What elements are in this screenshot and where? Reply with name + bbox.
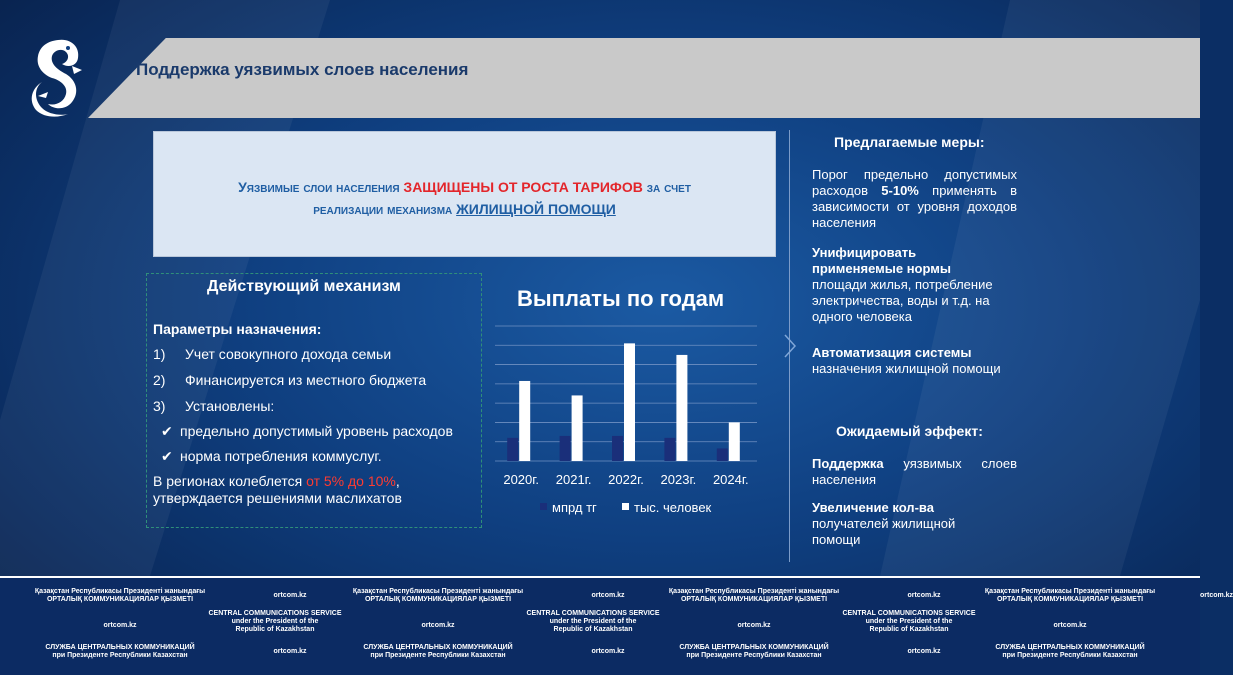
item-1-text: Учет совокупного дохода семьи bbox=[185, 346, 392, 362]
footer: Қазақстан Республикасы Президенті жанындағы ОРТАЛЫҚ КОММУНИКАЦИЯЛАР ҚЫЗМЕТІ ortcom.kz ortcom.kz CENTRAL COMMUNICATIONS SERVICE under the President of the Republic of Kazakhstan СЛУЖБА ЦЕНТРАЛЬНЫХ КОММУНИКАЦИЙ при Президенте Республики Казахстан ortcom.kz Қазақстан Республикасы Президенті жанындағы ОРТАЛЫҚ КОММУНИКАЦИЯЛАР ҚЫЗМЕТІ ortcom.kz ortcom.kz CENTRAL COMMUNICATIONS SERVICE under the President of the Republic of Kazakhstan СЛУЖБА ЦЕНТРАЛЬНЫХ КОММУНИКАЦИЙ при Президенте Республики Казахстан ortcom.kz Қазақстан Республикасы Президенті жанындағы ОРТАЛЫҚ КОММУНИКАЦИЯЛАР ҚЫЗМЕТІ ortcom.kz ortcom.kz CENTRAL COMMUNICATIONS SERVICE under the President of the Republic of Kazakhstan СЛУЖБА ЦЕНТРАЛЬНЫХ КОММУНИКАЦИЙ при Президенте Республики Казахстан ortcom.kz Қазақстан Республикасы Президенті жанындағы ОРТАЛЫҚ КОММУНИКАЦИЯЛАР ҚЫЗМЕТІ ortcom.kz ortcom.kz СЛУЖБА ЦЕНТРАЛЬНЫХ КОММУНИКАЦИЙ при Президенте Республики Казахстан bbox=[0, 576, 1200, 675]
footer-en-line: CENTRAL COMMUNICATIONS SERVICE bbox=[208, 610, 342, 617]
footer-en-line: CENTRAL COMMUNICATIONS SERVICE bbox=[526, 610, 660, 617]
legend-label: мпрд тг bbox=[552, 500, 597, 515]
footer-ru bbox=[338, 644, 538, 660]
params-label: Параметры назначения: bbox=[153, 321, 322, 337]
banner-text bbox=[154, 176, 775, 220]
footer-ru-line: СЛУЖБА ЦЕНТРАЛЬНЫХ КОММУНИКАЦИЙ bbox=[45, 644, 195, 651]
effect-2 bbox=[812, 500, 987, 548]
bar-people-2023г. bbox=[676, 355, 687, 461]
effect-1-bold: Поддержка bbox=[812, 456, 884, 471]
measure-3 bbox=[812, 345, 1022, 377]
legend-swatch bbox=[622, 503, 629, 510]
chevron-right-icon bbox=[783, 333, 797, 359]
footer-kz bbox=[338, 588, 538, 604]
footer-kz-line: ОРТАЛЫҚ КОММУНИКАЦИЯЛАР ҚЫЗМЕТІ bbox=[680, 596, 828, 603]
bar-mln-2023г. bbox=[664, 438, 675, 461]
footer-en-line: under the President of the bbox=[231, 618, 319, 625]
footer-ru-line: СЛУЖБА ЦЕНТРАЛЬНЫХ КОММУНИКАЦИЙ bbox=[363, 644, 513, 651]
footer-site bbox=[884, 592, 964, 600]
banner-part1: Уязвимые слои населения bbox=[238, 179, 404, 195]
banner-link: ЖИЛИЩНОЙ ПОМОЩИ bbox=[456, 201, 616, 217]
footer-kz bbox=[20, 588, 220, 604]
bar-people-2022г. bbox=[624, 343, 635, 461]
footer-ru-line: при Президенте Республики Казахстан bbox=[1002, 652, 1138, 659]
footer-en-line: under the President of the bbox=[865, 618, 953, 625]
footer-site-line: ortcom.kz bbox=[737, 622, 771, 629]
measure-2-bold: Унифицировать применяемые нормы bbox=[812, 245, 951, 276]
footer-ru bbox=[654, 644, 854, 660]
banner-highlight: ЗАЩИЩЕНЫ ОТ РОСТА ТАРИФОВ bbox=[403, 179, 643, 195]
footer-site bbox=[884, 648, 964, 656]
footer-kz-line: Қазақстан Республикасы Президенті жанындағы bbox=[668, 588, 840, 595]
measure-1-bold: 5-10% bbox=[881, 183, 919, 198]
footer-en-line: Republic of Kazakhstan bbox=[553, 626, 633, 633]
footer-site-line: ortcom.kz bbox=[421, 622, 455, 629]
effect-1 bbox=[812, 456, 1017, 488]
measure-3-bold: Автоматизация системы bbox=[812, 345, 972, 360]
footer-site-line: ortcom.kz bbox=[907, 592, 941, 599]
footer-site bbox=[250, 648, 330, 656]
footer-ru bbox=[970, 644, 1170, 660]
measure-1-pre: Порог предельно допустимых расходов bbox=[812, 167, 1017, 198]
footer-site-line: ortcom.kz bbox=[273, 648, 307, 655]
bar-mln-2021г. bbox=[560, 436, 571, 461]
item-1-num: 1) bbox=[153, 346, 166, 362]
note-prefix: В регионах колеблется bbox=[153, 473, 307, 489]
footer-kz-line: ОРТАЛЫҚ КОММУНИКАЦИЯЛАР ҚЫЗМЕТІ bbox=[364, 596, 512, 603]
proposed-title: Предлагаемые меры: bbox=[834, 134, 985, 150]
footer-kz-line: Қазақстан Республикасы Президенті жанындағы bbox=[34, 588, 206, 595]
measure-1-post: применять в зависимости от уровня доходов населения bbox=[812, 183, 1017, 230]
footer-site bbox=[80, 622, 160, 630]
check-item-2: норма потребления коммуслуг. bbox=[180, 448, 382, 464]
legend-swatch bbox=[540, 503, 547, 510]
x-tick-label: 2022г. bbox=[608, 472, 644, 487]
emblem-logo-icon bbox=[28, 36, 86, 120]
key-message-banner bbox=[153, 131, 776, 257]
check-item-1: предельно допустимый уровень расходов bbox=[180, 423, 453, 439]
footer-site bbox=[398, 622, 478, 630]
note-suffix: , bbox=[395, 473, 400, 489]
footer-kz-line: ОРТАЛЫҚ КОММУНИКАЦИЯЛАР ҚЫЗМЕТІ bbox=[46, 596, 194, 603]
note-line1 bbox=[153, 473, 400, 489]
item-3-text: Установлены: bbox=[185, 398, 275, 414]
footer-kz-line: Қазақстан Республикасы Президенті жанындағы bbox=[984, 588, 1156, 595]
footer-en bbox=[190, 610, 360, 634]
footer-ru-line: СЛУЖБА ЦЕНТРАЛЬНЫХ КОММУНИКАЦИЙ bbox=[679, 644, 829, 651]
legend-label: тыс. человек bbox=[634, 500, 712, 515]
x-tick-label: 2020г. bbox=[503, 472, 540, 487]
item-2-num: 2) bbox=[153, 372, 166, 388]
payments-bar-chart bbox=[495, 320, 757, 520]
footer-kz bbox=[970, 588, 1170, 604]
footer-site-line: ortcom.kz bbox=[103, 622, 137, 629]
effect-2-bold: Увеличение кол-ва bbox=[812, 500, 934, 515]
footer-en-line: under the President of the bbox=[549, 618, 637, 625]
mechanism-title: Действующий механизм bbox=[207, 278, 401, 295]
footer-ru bbox=[20, 644, 220, 660]
measure-3-text: назначения жилищной помощи bbox=[812, 361, 1001, 376]
bar-people-2021г. bbox=[572, 395, 583, 461]
chart-title: Выплаты по годам bbox=[517, 286, 725, 311]
footer-en bbox=[824, 610, 994, 634]
banner-part2: за счет bbox=[642, 179, 691, 195]
footer-kz bbox=[654, 588, 854, 604]
footer-ru-line: СЛУЖБА ЦЕНТРАЛЬНЫХ КОММУНИКАЦИЙ bbox=[995, 644, 1145, 651]
bar-mln-2020г. bbox=[507, 438, 518, 461]
x-tick-label: 2021г. bbox=[555, 472, 592, 487]
measure-1 bbox=[812, 167, 1017, 231]
current-mechanism-panel bbox=[146, 273, 482, 528]
item-3-num: 3) bbox=[153, 398, 166, 414]
footer-site-line: ortcom.kz bbox=[591, 592, 625, 599]
footer-kz-line: ОРТАЛЫҚ КОММУНИКАЦИЯЛАР ҚЫЗМЕТІ bbox=[996, 596, 1144, 603]
footer-en-line: CENTRAL COMMUNICATIONS SERVICE bbox=[842, 610, 976, 617]
footer-ru-line: при Президенте Республики Казахстан bbox=[370, 652, 506, 659]
effect-2-text: получателей жилищной помощи bbox=[812, 516, 956, 547]
note-line2: утверждается решениями маслихатов bbox=[153, 490, 402, 506]
effect-title: Ожидаемый эффект: bbox=[836, 423, 983, 439]
x-tick-label: 2024г. bbox=[712, 472, 749, 487]
measure-2 bbox=[812, 245, 1022, 325]
bar-people-2024г. bbox=[729, 422, 740, 461]
footer-site bbox=[714, 622, 794, 630]
footer-en-line: Republic of Kazakhstan bbox=[869, 626, 949, 633]
footer-site-line: ortcom.kz bbox=[907, 648, 941, 655]
item-2-text: Финансируется из местного бюджета bbox=[185, 372, 427, 388]
footer-site-line: ortcom.kz bbox=[1053, 622, 1087, 629]
bar-people-2020г. bbox=[519, 381, 530, 461]
effect-1-text: уязвимых слоев населения bbox=[812, 456, 1017, 487]
bar-mln-2022г. bbox=[612, 436, 623, 461]
banner-line2: реализации механизма bbox=[313, 201, 457, 217]
footer-en-line: Republic of Kazakhstan bbox=[235, 626, 315, 633]
footer-site bbox=[568, 592, 648, 600]
checkmark-icon: ✔ bbox=[161, 423, 173, 439]
measure-2-text: площади жилья, потребление электричества, воды и т.д. на одного человека bbox=[812, 277, 993, 324]
footer-site-line: ortcom.kz bbox=[591, 648, 625, 655]
checkmark-icon: ✔ bbox=[161, 448, 173, 464]
note-highlight: от 5% до 10% bbox=[306, 473, 396, 489]
x-tick-label: 2023г. bbox=[660, 472, 697, 487]
bar-mln-2024г. bbox=[717, 448, 728, 461]
footer-site bbox=[1030, 622, 1110, 630]
footer-site bbox=[568, 648, 648, 656]
footer-ru-line: при Президенте Республики Казахстан bbox=[52, 652, 188, 659]
page-title: Поддержка уязвимых слоев населения bbox=[136, 60, 469, 79]
footer-en bbox=[508, 610, 678, 634]
footer-ru-line: при Президенте Республики Казахстан bbox=[686, 652, 822, 659]
footer-kz-line: Қазақстан Республикасы Президенті жанындағы bbox=[352, 588, 524, 595]
footer-site bbox=[250, 592, 330, 600]
footer-site-line: ortcom.kz bbox=[273, 592, 307, 599]
